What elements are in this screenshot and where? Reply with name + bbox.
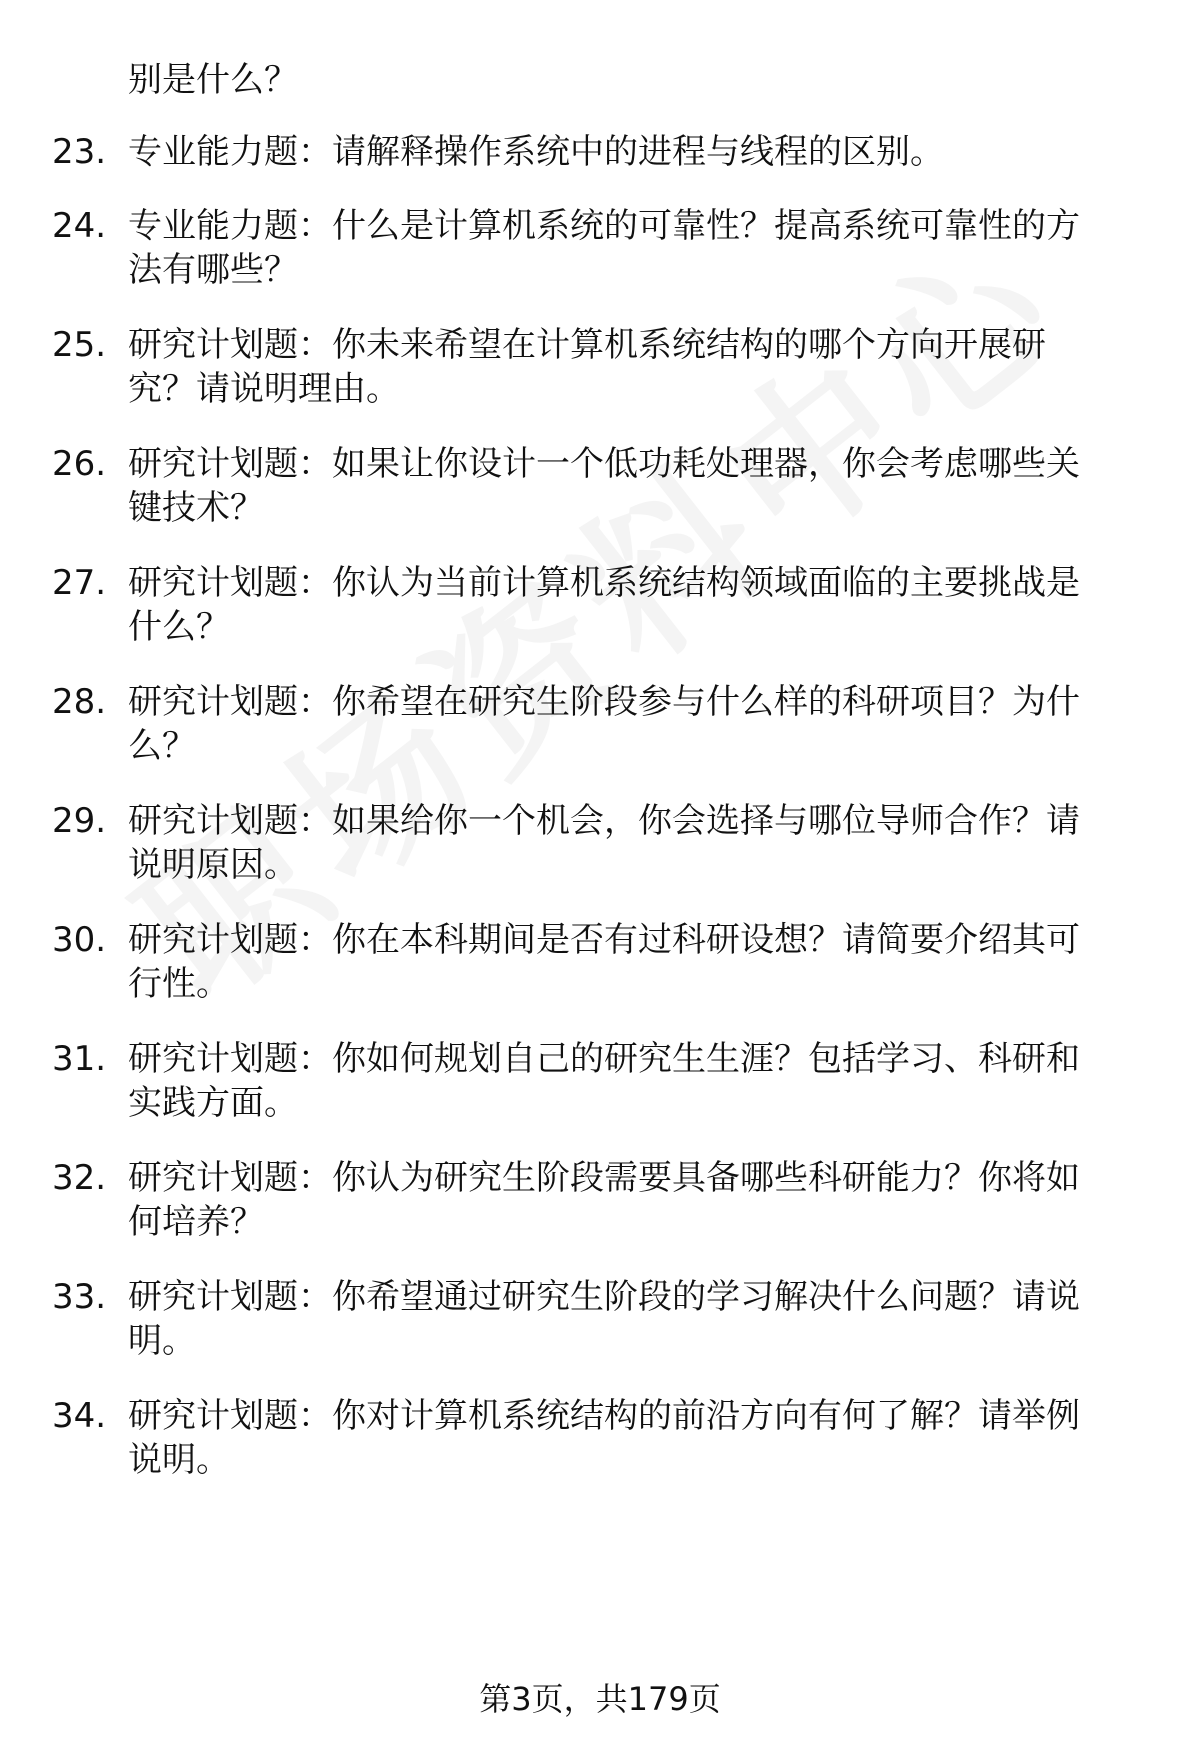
item-line: 研究计划题：你认为研究生阶段需要具备哪些科研能力？你将如 <box>128 1158 1080 1198</box>
item-line: 研究计划题：你如何规划自己的研究生生涯？包括学习、科研和 <box>128 1039 1080 1079</box>
item-number: 30. <box>52 920 107 960</box>
item-line: 研究计划题：你对计算机系统结构的前沿方向有何了解？请举例 <box>128 1396 1080 1436</box>
item-line: 何培养？ <box>128 1202 264 1242</box>
item-line: 研究计划题：你在本科期间是否有过科研设想？请简要介绍其可 <box>128 920 1080 960</box>
item-number: 28. <box>52 682 107 722</box>
item-line: 么？ <box>128 726 196 766</box>
item-line: 研究计划题：你希望通过研究生阶段的学习解决什么问题？请说 <box>128 1277 1080 1317</box>
item-line: 实践方面。 <box>128 1083 298 1123</box>
item-line: 键技术？ <box>128 488 264 528</box>
item-number: 23. <box>52 132 107 172</box>
continuation-line: 别是什么？ <box>128 60 298 100</box>
item-line: 行性。 <box>128 964 230 1004</box>
item-line: 法有哪些？ <box>128 250 298 290</box>
page-footer: 第3页，共179页 <box>479 1680 721 1718</box>
item-line: 研究计划题：你认为当前计算机系统结构领域面临的主要挑战是 <box>128 563 1080 603</box>
item-line: 研究计划题：如果给你一个机会，你会选择与哪位导师合作？请 <box>128 801 1080 841</box>
item-line: 说明原因。 <box>128 845 298 885</box>
item-number: 32. <box>52 1158 107 1198</box>
item-number: 31. <box>52 1039 107 1079</box>
item-line: 研究计划题：如果让你设计一个低功耗处理器，你会考虑哪些关 <box>128 444 1080 484</box>
item-line: 专业能力题：什么是计算机系统的可靠性？提高系统可靠性的方 <box>128 206 1080 246</box>
item-line: 研究计划题：你未来希望在计算机系统结构的哪个方向开展研 <box>128 325 1046 365</box>
item-number: 25. <box>52 325 107 365</box>
item-line: 究？请说明理由。 <box>128 369 400 409</box>
item-number: 33. <box>52 1277 107 1317</box>
item-number: 29. <box>52 801 107 841</box>
item-number: 24. <box>52 206 107 246</box>
item-number: 26. <box>52 444 107 484</box>
item-line: 什么？ <box>128 607 230 647</box>
item-line: 研究计划题：你希望在研究生阶段参与什么样的科研项目？为什 <box>128 682 1080 722</box>
item-number: 34. <box>52 1396 107 1436</box>
item-number: 27. <box>52 563 107 603</box>
item-line: 专业能力题：请解释操作系统中的进程与线程的区别。 <box>128 132 944 172</box>
item-line: 说明。 <box>128 1440 230 1480</box>
item-line: 明。 <box>128 1321 196 1361</box>
